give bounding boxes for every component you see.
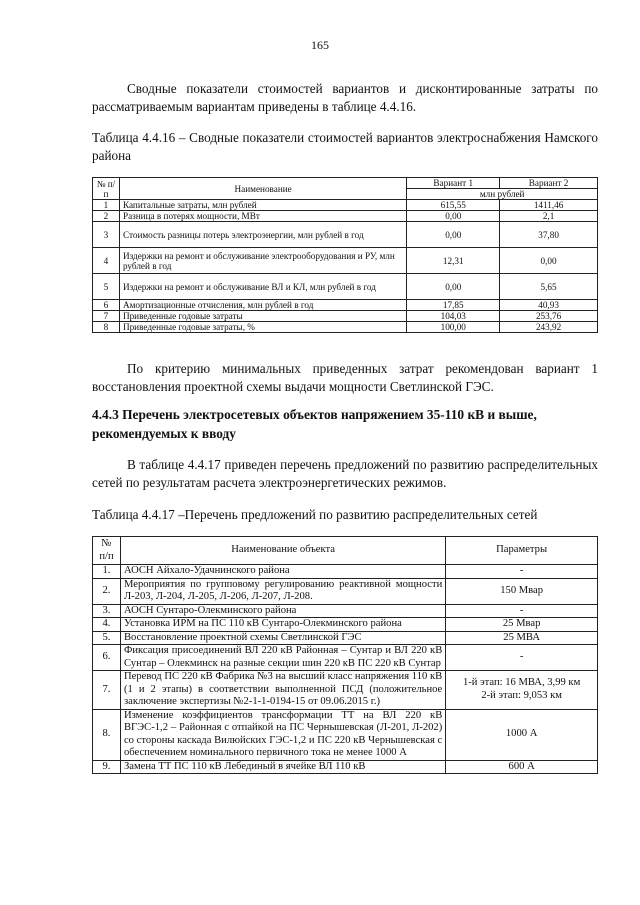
table-row bbox=[93, 578, 598, 604]
row-num: 6 bbox=[93, 300, 120, 311]
row-variant1: 100,00 bbox=[407, 322, 500, 333]
table-row bbox=[93, 322, 598, 333]
row-num: 4 bbox=[93, 248, 120, 274]
row-variant2: 0,00 bbox=[500, 248, 598, 274]
row-params-stage1: 1-й этап: 16 МВА, 3,99 км bbox=[462, 677, 581, 689]
row-variant1: 104,03 bbox=[407, 311, 500, 322]
row-params-stage2: 2-й этап: 9,053 км bbox=[481, 689, 562, 701]
table-row bbox=[93, 645, 598, 671]
row-name: Изменение коэффициентов трансформации ТТ на ВЛ 220 кВ ВГЭС-1,2 – Районная с отпайкой на ПС Чернышевская (Л-201, Л-202) со стороны каскада Вилюйских ГЭС-1,2 и ПС 220 кВ Чернышевская с обеспечением номинального первичного тока не менее 1000 А bbox=[120, 709, 445, 760]
row-num: 1. bbox=[93, 565, 121, 579]
header-num: № п/п bbox=[93, 178, 120, 200]
table-row bbox=[93, 222, 598, 248]
header-name: Наименование bbox=[119, 178, 406, 200]
section-heading: 4.4.3 Перечень электросетевых объектов напряжением 35-110 кВ и выше, рекомендуемых к вводу bbox=[92, 407, 537, 441]
table-row bbox=[93, 248, 598, 274]
row-name: Издержки на ремонт и обслуживание ВЛ и КЛ, млн рублей в год bbox=[119, 274, 406, 300]
row-params: 600 А bbox=[446, 760, 598, 774]
row-name: АОСН Айхало-Удачнинского района bbox=[120, 565, 445, 579]
row-num: 1 bbox=[93, 200, 120, 211]
row-num: 6. bbox=[93, 645, 121, 671]
header-params: Параметры bbox=[446, 537, 598, 565]
row-name: Мероприятия по групповому регулированию реактивной мощности Л-203, Л-204, Л-205, Л-206, Л-207, Л-208. bbox=[120, 578, 445, 604]
row-variant2: 1411,46 bbox=[500, 200, 598, 211]
row-name: Амортизационные отчисления, млн рублей в год bbox=[119, 300, 406, 311]
row-variant2: 243,92 bbox=[500, 322, 598, 333]
table-row bbox=[93, 300, 598, 311]
row-name: Перевод ПС 220 кВ Фабрика №3 на высший класс напряжения 110 кВ (1 и 2 этапы) в соответствии выполненной ПСД (положительное заключение экспертизы №2-1-1-0194-15 от 09.06.2015 г.) bbox=[120, 671, 445, 710]
table-row bbox=[93, 604, 598, 618]
row-params: 25 Мвар bbox=[446, 618, 598, 632]
row-name: Разница в потерях мощности, МВт bbox=[119, 211, 406, 222]
row-params: - bbox=[446, 565, 598, 579]
section-paragraph: В таблице 4.4.17 приведен перечень предложений по развитию распределительных сетей по результатам расчета электроэнергетических режимов. bbox=[92, 457, 598, 490]
row-variant1: 0,00 bbox=[407, 222, 500, 248]
row-num: 3. bbox=[93, 604, 121, 618]
header-variant1: Вариант 1 bbox=[407, 178, 500, 189]
table-row bbox=[93, 709, 598, 760]
row-variant1: 615,55 bbox=[407, 200, 500, 211]
table-row bbox=[93, 274, 598, 300]
table-row bbox=[93, 618, 598, 632]
row-name: Замена ТТ ПС 110 кВ Лебединый в ячейке ВЛ 110 кВ bbox=[120, 760, 445, 774]
row-variant2: 2,1 bbox=[500, 211, 598, 222]
row-num: 8 bbox=[93, 322, 120, 333]
table1-caption: Таблица 4.4.16 – Сводные показатели стоимостей вариантов электроснабжения Намского района bbox=[92, 130, 598, 163]
table-row bbox=[93, 671, 598, 710]
row-num: 5. bbox=[93, 631, 121, 645]
row-variant1: 0,00 bbox=[407, 274, 500, 300]
intro-paragraph: Сводные показатели стоимостей вариантов и дисконтированные затраты по рассматриваемым вариантам приведены в таблице 4.4.16. bbox=[92, 81, 598, 114]
row-variant2: 40,93 bbox=[500, 300, 598, 311]
row-params: - bbox=[446, 645, 598, 671]
row-name: Стоимость разницы потерь электроэнергии, млн рублей в год bbox=[119, 222, 406, 248]
table2-caption: Таблица 4.4.17 –Перечень предложений по развитию распределительных сетей bbox=[92, 507, 538, 522]
table-row bbox=[93, 200, 598, 211]
page-number: 165 bbox=[311, 38, 329, 52]
row-variant1: 0,00 bbox=[407, 211, 500, 222]
row-params: 1000 А bbox=[446, 709, 598, 760]
row-name: Издержки на ремонт и обслуживание электрооборудования и РУ, млн рублей в год bbox=[119, 248, 406, 274]
table-4-4-16 bbox=[92, 177, 598, 333]
row-name: Приведенные годовые затраты, % bbox=[119, 322, 406, 333]
table-row bbox=[93, 311, 598, 322]
row-name: Фиксация присоединений ВЛ 220 кВ Районная – Сунтар и ВЛ 220 кВ Сунтар – Олекминск на разные секции шин 220 кВ ПС 220 кВ Сунтар bbox=[120, 645, 445, 671]
recommendation-paragraph: По критерию минимальных приведенных затрат рекомендован вариант 1 восстановления проектной схемы выдачи мощности Светлинской ГЭС. bbox=[92, 361, 598, 394]
row-num: 7 bbox=[93, 311, 120, 322]
row-num: 3 bbox=[93, 222, 120, 248]
table-4-4-17 bbox=[92, 536, 598, 774]
header-name: Наименование объекта bbox=[120, 537, 445, 565]
row-variant2: 37,80 bbox=[500, 222, 598, 248]
row-num: 4. bbox=[93, 618, 121, 632]
row-name: АОСН Сунтаро-Олекминского района bbox=[120, 604, 445, 618]
row-num: 2 bbox=[93, 211, 120, 222]
row-variant2: 253,76 bbox=[500, 311, 598, 322]
table-row bbox=[93, 211, 598, 222]
header-num: № п/п bbox=[93, 537, 121, 565]
row-variant1: 12,31 bbox=[407, 248, 500, 274]
row-params: - bbox=[446, 604, 598, 618]
table-row bbox=[93, 631, 598, 645]
row-num: 2. bbox=[93, 578, 121, 604]
row-variant1: 17,85 bbox=[407, 300, 500, 311]
row-name: Приведенные годовые затраты bbox=[119, 311, 406, 322]
row-num: 5 bbox=[93, 274, 120, 300]
row-num: 8. bbox=[93, 709, 121, 760]
header-unit: млн рублей bbox=[407, 189, 598, 200]
row-name: Установка ИРМ на ПС 110 кВ Сунтаро-Олекминского района bbox=[120, 618, 445, 632]
row-params bbox=[446, 671, 598, 710]
row-name: Восстановление проектной схемы Светлинской ГЭС bbox=[120, 631, 445, 645]
row-params: 25 МВА bbox=[446, 631, 598, 645]
header-variant2: Вариант 2 bbox=[500, 178, 598, 189]
row-params: 150 Мвар bbox=[446, 578, 598, 604]
row-name: Капитальные затраты, млн рублей bbox=[119, 200, 406, 211]
row-num: 9. bbox=[93, 760, 121, 774]
table-row bbox=[93, 760, 598, 774]
row-num: 7. bbox=[93, 671, 121, 710]
row-variant2: 5,65 bbox=[500, 274, 598, 300]
table-row bbox=[93, 565, 598, 579]
